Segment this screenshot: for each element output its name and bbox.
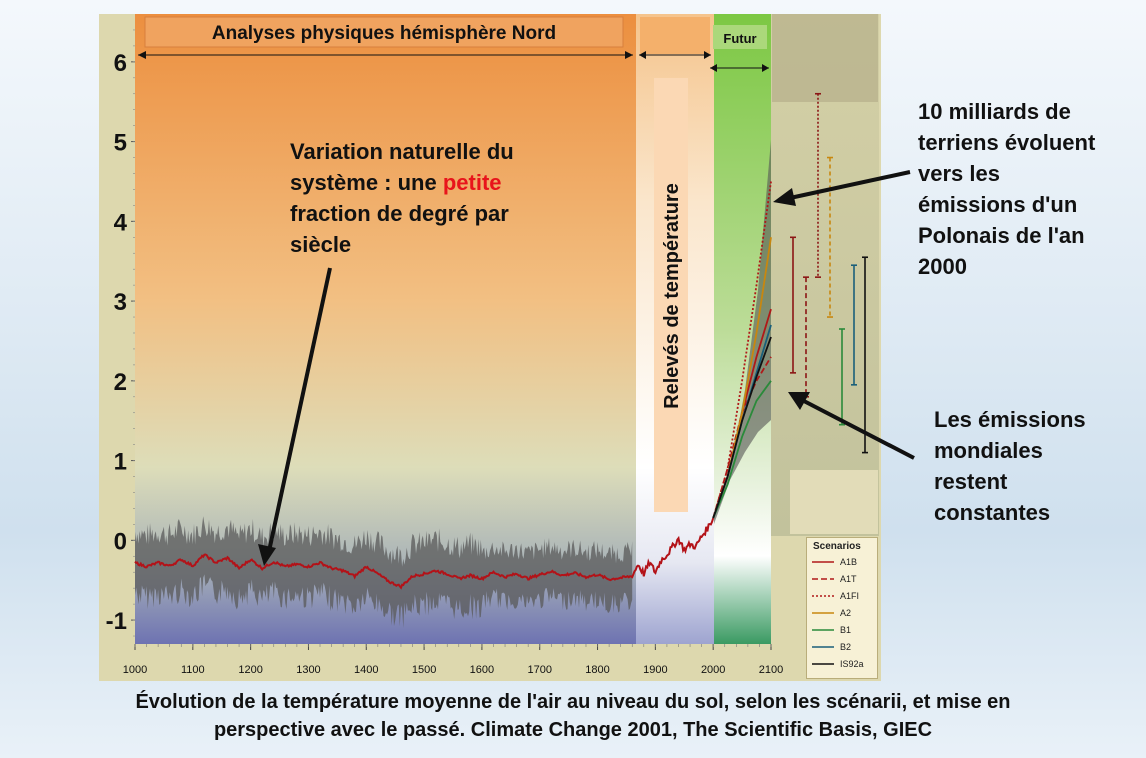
scenario-legend: [806, 537, 878, 679]
legend-swatch: [812, 627, 834, 633]
figure-caption: [0, 688, 1146, 744]
annotation-top-line: terriens évoluent: [918, 130, 1096, 155]
annotation-constant-emissions: [934, 404, 1134, 528]
annotation-bottom-line: Les émissions: [934, 407, 1086, 432]
legend-item-b1: [807, 621, 877, 638]
legend-item-a1b: [807, 553, 877, 570]
legend-item-b2: [807, 638, 877, 655]
x-tick-label: 1000: [122, 664, 148, 676]
annotation-top-line: émissions d'un: [918, 192, 1078, 217]
y-tick-label: 6: [113, 49, 127, 77]
annotation-top-line: vers les: [918, 161, 1000, 186]
annotation-natural-line-2-start: système : une: [290, 170, 443, 195]
annotation-natural-line-2: [290, 167, 590, 198]
y-tick-label: -1: [105, 608, 127, 636]
range-strip-box-2: [790, 470, 878, 534]
x-tick-label: 1100: [180, 664, 205, 676]
legend-item-label: A1T: [840, 573, 857, 584]
x-tick-label: 2000: [700, 664, 726, 676]
annotation-top-line: 2000: [918, 254, 967, 279]
legend-item-label: A1B: [840, 556, 858, 567]
legend-swatch: [812, 610, 834, 616]
x-tick-label: 1500: [411, 664, 437, 676]
x-tick-label: 2100: [758, 664, 784, 676]
header-analyses-label: Analyses physiques hémisphère Nord: [211, 23, 557, 44]
x-tick-label: 1700: [527, 664, 552, 676]
x-tick-label: 1900: [643, 664, 668, 676]
y-tick-label: 3: [113, 289, 127, 317]
annotation-natural-variation: [290, 136, 590, 260]
annotation-petite-highlight: petite: [442, 170, 502, 195]
y-tick-label: 4: [113, 209, 127, 237]
legend-item-a1t: [807, 570, 877, 587]
legend-swatch: [812, 644, 834, 650]
annotation-bottom-line: restent: [934, 469, 1008, 494]
legend-item-label: A1FI: [840, 590, 860, 601]
y-tick-label: 2: [113, 368, 127, 396]
y-tick-label: 0: [113, 528, 127, 556]
annotation-top-line: Polonais de l'an: [918, 223, 1085, 248]
x-tick-label: 1600: [469, 664, 495, 676]
legend-swatch: [812, 661, 834, 667]
legend-item-is92a: [807, 655, 877, 672]
annotation-bottom-line: mondiales: [934, 438, 1043, 463]
header-bar-releves: [640, 17, 710, 54]
legend-swatch: [812, 559, 834, 565]
annotation-top-line: 10 milliards de: [918, 99, 1071, 124]
header-futur-label: Futur: [723, 31, 757, 46]
x-tick-label: 1200: [238, 664, 263, 676]
annotation-natural-line-4: siècle: [290, 232, 352, 257]
x-tick-label: 1800: [585, 664, 610, 676]
annotation-ten-billion: [918, 96, 1138, 282]
legend-swatch: [812, 593, 834, 599]
legend-item-label: IS92a: [840, 658, 864, 669]
y-tick-label: 1: [113, 448, 127, 476]
releves-vertical-label: Relevés de température: [661, 183, 683, 409]
annotation-natural-line-1: Variation naturelle du: [290, 139, 514, 164]
legend-item-a1fi: [807, 587, 877, 604]
annotation-natural-line-3: fraction de degré par: [290, 201, 509, 226]
legend-item-label: B2: [840, 641, 852, 652]
legend-swatch: [812, 576, 834, 582]
legend-item-a2: [807, 604, 877, 621]
x-tick-label: 1300: [296, 664, 321, 676]
x-tick-label: 1400: [354, 664, 379, 676]
range-strip-box-1: [772, 14, 878, 102]
legend-title: Scenarios: [813, 541, 861, 552]
caption-line-1: Évolution de la température moyenne de l'air au niveau du sol, selon les scénarii, et mise en: [135, 691, 1011, 713]
y-tick-label: 5: [113, 129, 127, 157]
annotation-bottom-line: constantes: [934, 500, 1051, 525]
legend-item-label: A2: [840, 607, 852, 618]
caption-line-2: perspective avec le passé. Climate Change 2001, The Scientific Basis, GIEC: [213, 719, 933, 741]
legend-item-label: B1: [840, 624, 852, 635]
